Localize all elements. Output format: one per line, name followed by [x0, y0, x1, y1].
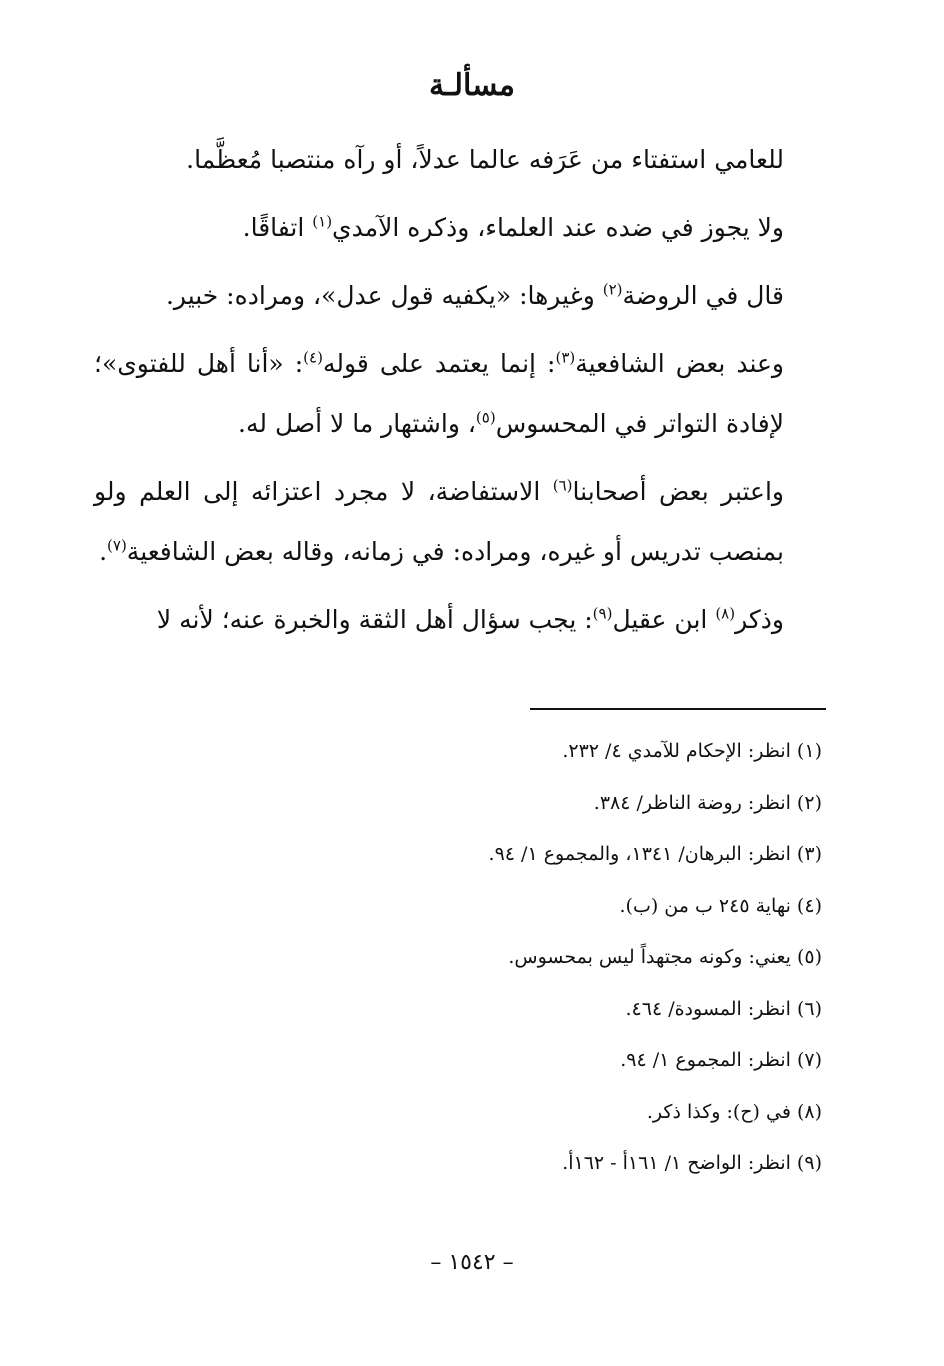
- footnote-marker: (٤): [303, 348, 323, 367]
- footnote-separator: [530, 708, 826, 710]
- paragraph-text: : إنما يعتمد على قوله: [322, 349, 556, 378]
- paragraph-text: .: [99, 537, 108, 566]
- footnote: (٤) نهاية ٢٤٥ ب من (ب).: [619, 894, 822, 917]
- paragraph: [94, 334, 784, 454]
- footnote: (١) انظر: الإحكام للآمدي ٤/ ٢٣٢.: [562, 740, 822, 762]
- paragraph-text: اتفاقًا.: [242, 213, 313, 242]
- paragraph-text: ولا يجوز في ضده عند العلماء، وذكره الآمدي: [332, 213, 784, 242]
- page-number: – ١٥٤٢ –: [430, 1250, 514, 1275]
- footnote: (٥) يعني: وكونه مجتهداً ليس بمحسوس.: [508, 946, 822, 968]
- footnote-marker: (٢): [602, 280, 623, 299]
- paragraph-text: قال في الروضة: [622, 281, 784, 310]
- paragraph: [94, 266, 784, 326]
- footnote-marker: (١): [312, 212, 333, 231]
- footnote: (٣) انظر: البرهان/ ١٣٤١، والمجموع ١/ ٩٤.: [488, 843, 822, 865]
- paragraph: [94, 130, 784, 190]
- paragraph-text: وغيرها: «يكفيه قول عدل»، ومراده: خبير.: [165, 281, 603, 310]
- footnote-marker: (٨): [715, 604, 736, 623]
- section-title: مسألـة: [429, 68, 515, 103]
- paragraph-text: ، واشتهار ما لا أصل له.: [238, 409, 476, 438]
- paragraph-text: واعتبر بعض أصحابنا: [572, 477, 784, 506]
- footnote-marker: (٩): [592, 604, 613, 623]
- footnote: (٨) في (ح): وكذا ذكر.: [646, 1100, 822, 1123]
- paragraph-text: للعامي استفتاء من عَرَفه عالما عدلاً، أو رآه منتصبا مُعظَّما.: [186, 145, 784, 174]
- footnote: (٩) انظر: الواضح ١/ ١٦١أ - ١٦٢أ.: [562, 1152, 822, 1174]
- footnote: (٧) انظر: المجموع ١/ ٩٤.: [620, 1049, 822, 1071]
- paragraph-text: : يجب سؤال أهل الثقة والخبرة عنه؛ لأنه لا: [156, 605, 593, 634]
- footnote-marker: (٥): [475, 408, 496, 427]
- paragraph-text: ابن عقيل: [612, 605, 716, 634]
- footnote: (٦) انظر: المسودة/ ٤٦٤.: [625, 997, 822, 1020]
- footnotes-list: [122, 726, 822, 1190]
- footnote-marker: (٧): [107, 536, 127, 555]
- paragraph: [94, 198, 784, 258]
- paragraph: [94, 462, 784, 582]
- paragraph-text: : «أنا أهل للفتوى»؛ لإفادة التواتر في المحسوس: [94, 349, 784, 438]
- paragraph-text: وذكر: [735, 605, 784, 634]
- paragraph-text: وعند بعض الشافعية: [575, 349, 785, 378]
- paragraph-text: الاستفاضة، لا مجرد اعتزائه إلى العلم ولو بمنصب تدريس أو غيره، ومراده: في زمانه، وقاله بعض الشافعية: [94, 477, 784, 566]
- footnote: (٢) انظر: روضة الناظر/ ٣٨٤.: [593, 791, 822, 814]
- main-text: [94, 130, 784, 658]
- paragraph: [94, 590, 784, 650]
- footnote-marker: (٣): [555, 348, 576, 367]
- footnote-marker: (٦): [552, 476, 573, 495]
